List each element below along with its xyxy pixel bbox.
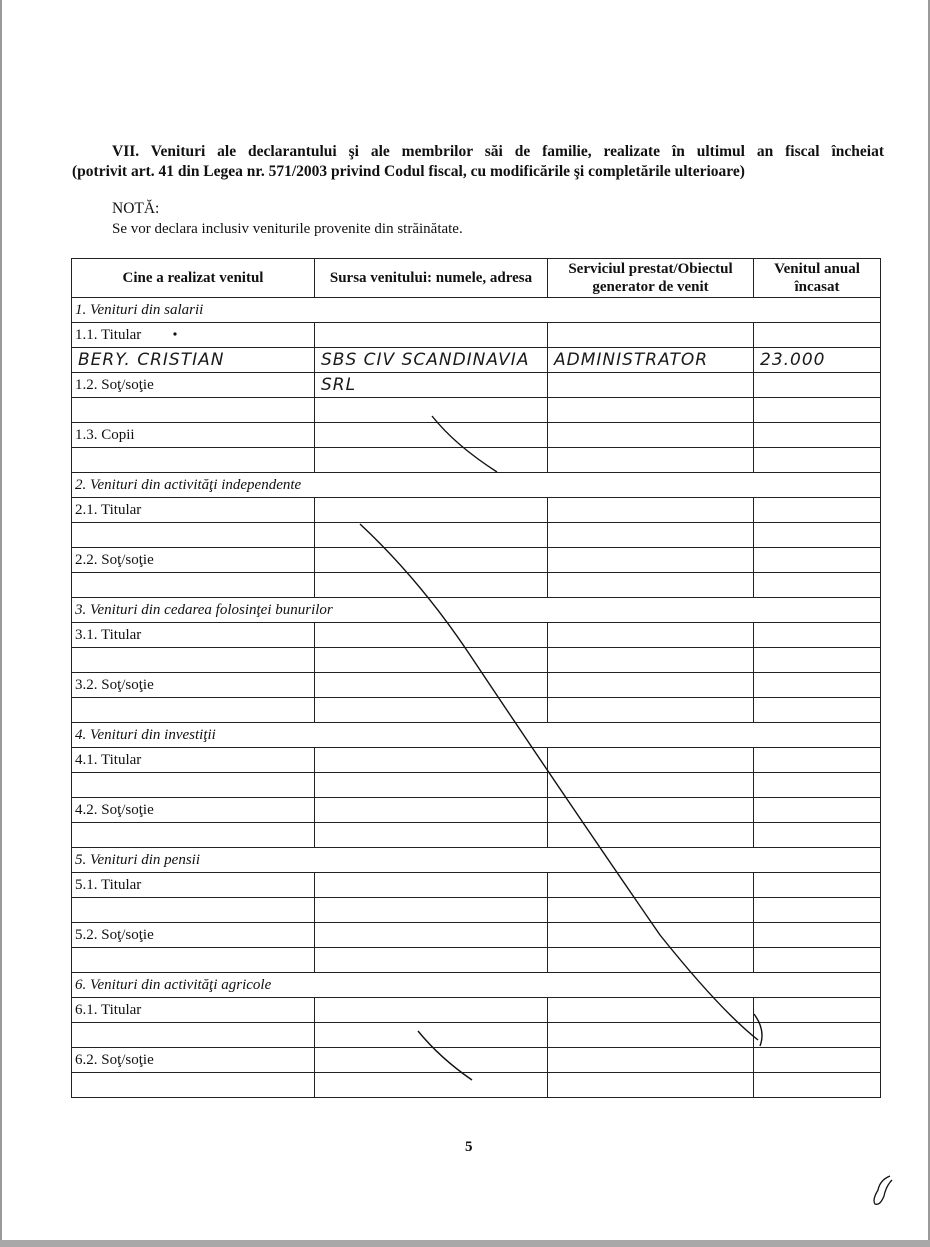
table-row xyxy=(72,648,881,673)
heading-line-2: (potrivit art. 41 din Legea nr. 571/2003 privind Codul fiscal, cu modificările şi completările ulterioare) xyxy=(72,163,745,180)
section-title: 2. Venituri din activităţi independente xyxy=(72,473,881,498)
section-title: 6. Venituri din activităţi agricole xyxy=(72,973,881,998)
section-row xyxy=(72,473,881,498)
cell xyxy=(754,773,881,798)
cell xyxy=(548,948,754,973)
cell xyxy=(754,898,881,923)
cell xyxy=(315,623,548,648)
cell xyxy=(315,898,548,923)
cell xyxy=(754,998,881,1023)
cell xyxy=(754,673,881,698)
cell xyxy=(548,373,754,398)
table-row xyxy=(72,523,881,548)
cell xyxy=(548,873,754,898)
cell xyxy=(315,698,548,723)
cell xyxy=(754,523,881,548)
table-row xyxy=(72,948,881,973)
section-row xyxy=(72,598,881,623)
header-cine: Cine a realizat venitul xyxy=(72,259,315,298)
table-row xyxy=(72,1048,881,1073)
row-label: 1.3. Copii xyxy=(72,423,315,448)
row-label: 2.2. Soţ/soţie xyxy=(72,548,315,573)
cell xyxy=(315,548,548,573)
income-table xyxy=(71,258,881,1098)
handwritten-service: ADMINISTRATOR xyxy=(548,348,754,373)
cell xyxy=(315,673,548,698)
cell xyxy=(754,548,881,573)
cell xyxy=(548,398,754,423)
table-row xyxy=(72,773,881,798)
cell xyxy=(315,573,548,598)
cell xyxy=(548,498,754,523)
cell xyxy=(315,773,548,798)
table-row xyxy=(72,823,881,848)
table-row xyxy=(72,998,881,1023)
cell xyxy=(72,523,315,548)
cell xyxy=(548,648,754,673)
cell xyxy=(315,923,548,948)
row-label: 6.2. Soţ/soţie xyxy=(72,1048,315,1073)
cell xyxy=(548,323,754,348)
cell xyxy=(315,323,548,348)
cell xyxy=(754,1048,881,1073)
cell xyxy=(72,448,315,473)
table-row xyxy=(72,498,881,523)
cell xyxy=(754,1023,881,1048)
cell xyxy=(548,698,754,723)
table-row xyxy=(72,323,881,348)
cell xyxy=(72,948,315,973)
header-sursa: Sursa venitului: numele, adresa xyxy=(315,259,548,298)
row-label: 1.1. Titular xyxy=(72,323,315,348)
cell xyxy=(315,998,548,1023)
cell xyxy=(754,573,881,598)
table-row xyxy=(72,1023,881,1048)
table-header-row xyxy=(72,259,881,298)
section-row xyxy=(72,973,881,998)
cell xyxy=(754,798,881,823)
cell xyxy=(548,773,754,798)
cell xyxy=(548,423,754,448)
table-row xyxy=(72,398,881,423)
page-border-left xyxy=(0,0,2,1247)
cell xyxy=(72,648,315,673)
cell xyxy=(315,398,548,423)
cell xyxy=(754,623,881,648)
table-row xyxy=(72,573,881,598)
row-label: 3.2. Soţ/soţie xyxy=(72,673,315,698)
heading-line-1: VII. Venituri ale declarantului şi ale membrilor săi de familie, realizate în ultimul an fiscal încheiat xyxy=(112,143,884,160)
cell xyxy=(72,398,315,423)
table-row xyxy=(72,348,881,373)
page-number: 5 xyxy=(465,1139,473,1155)
table-row xyxy=(72,748,881,773)
table-row xyxy=(72,623,881,648)
cell xyxy=(754,698,881,723)
note-label: NOTĂ: xyxy=(112,200,160,217)
handwritten-source: SBS CIV SCANDINAVIA xyxy=(315,348,548,373)
header-serviciul: Serviciul prestat/Obiectul generator de venit xyxy=(548,259,754,298)
table-row xyxy=(72,448,881,473)
table-row xyxy=(72,423,881,448)
cell xyxy=(72,898,315,923)
cell xyxy=(754,748,881,773)
cell xyxy=(754,948,881,973)
cell xyxy=(72,1023,315,1048)
cell xyxy=(754,448,881,473)
table-row xyxy=(72,1073,881,1098)
table-row xyxy=(72,923,881,948)
cell xyxy=(315,873,548,898)
cell xyxy=(72,698,315,723)
cell xyxy=(315,523,548,548)
cell xyxy=(754,873,881,898)
section-title: 5. Venituri din pensii xyxy=(72,848,881,873)
cell xyxy=(548,798,754,823)
cell xyxy=(754,923,881,948)
table-row xyxy=(72,373,881,398)
row-label: 3.1. Titular xyxy=(72,623,315,648)
row-label: 4.2. Soţ/soţie xyxy=(72,798,315,823)
section-row xyxy=(72,723,881,748)
handwritten-amount: 23.000 xyxy=(754,348,881,373)
cell xyxy=(548,623,754,648)
cell xyxy=(548,1023,754,1048)
cell xyxy=(548,573,754,598)
cell xyxy=(754,373,881,398)
page-border-bottom xyxy=(0,1240,930,1247)
table-row xyxy=(72,798,881,823)
note-text: Se vor declara inclusiv veniturile provenite din străinătate. xyxy=(112,221,463,237)
cell xyxy=(548,923,754,948)
cell xyxy=(72,573,315,598)
cell xyxy=(72,773,315,798)
cell xyxy=(548,523,754,548)
cell xyxy=(315,1073,548,1098)
cell xyxy=(315,423,548,448)
signature-initial-mark xyxy=(874,1176,892,1204)
cell xyxy=(754,648,881,673)
cell xyxy=(754,498,881,523)
section-row xyxy=(72,848,881,873)
cell xyxy=(548,748,754,773)
cell xyxy=(315,1048,548,1073)
cell xyxy=(548,448,754,473)
row-label: 6.1. Titular xyxy=(72,998,315,1023)
cell xyxy=(315,798,548,823)
handwritten-source-2: SRL xyxy=(315,373,548,398)
section-heading xyxy=(72,142,884,182)
cell xyxy=(548,1048,754,1073)
cell xyxy=(315,948,548,973)
cell xyxy=(754,823,881,848)
cell xyxy=(72,823,315,848)
row-label: 4.1. Titular xyxy=(72,748,315,773)
row-label: 2.1. Titular xyxy=(72,498,315,523)
cell xyxy=(754,423,881,448)
cell xyxy=(548,998,754,1023)
section-title: 1. Venituri din salarii xyxy=(72,298,881,323)
cell xyxy=(754,323,881,348)
cell xyxy=(754,1073,881,1098)
cell xyxy=(315,748,548,773)
cell xyxy=(548,673,754,698)
table-row xyxy=(72,698,881,723)
table-row xyxy=(72,898,881,923)
cell xyxy=(315,823,548,848)
cell xyxy=(315,1023,548,1048)
section-title: 4. Venituri din investiţii xyxy=(72,723,881,748)
cell xyxy=(315,448,548,473)
handwritten-name: BERY. CRISTIAN xyxy=(72,348,315,373)
table-row xyxy=(72,873,881,898)
cell xyxy=(548,898,754,923)
cell xyxy=(315,648,548,673)
table-row xyxy=(72,673,881,698)
cell xyxy=(548,823,754,848)
row-label: 5.1. Titular xyxy=(72,873,315,898)
row-label: 1.2. Soţ/soţie xyxy=(72,373,315,398)
row-label: 5.2. Soţ/soţie xyxy=(72,923,315,948)
cell xyxy=(754,398,881,423)
cell xyxy=(315,498,548,523)
cell xyxy=(548,1073,754,1098)
section-title: 3. Venituri din cedarea folosinţei bunurilor xyxy=(72,598,881,623)
cell xyxy=(72,1073,315,1098)
table-row xyxy=(72,548,881,573)
section-row xyxy=(72,298,881,323)
header-venitul: Venitul anual încasat xyxy=(754,259,881,298)
cell xyxy=(548,548,754,573)
